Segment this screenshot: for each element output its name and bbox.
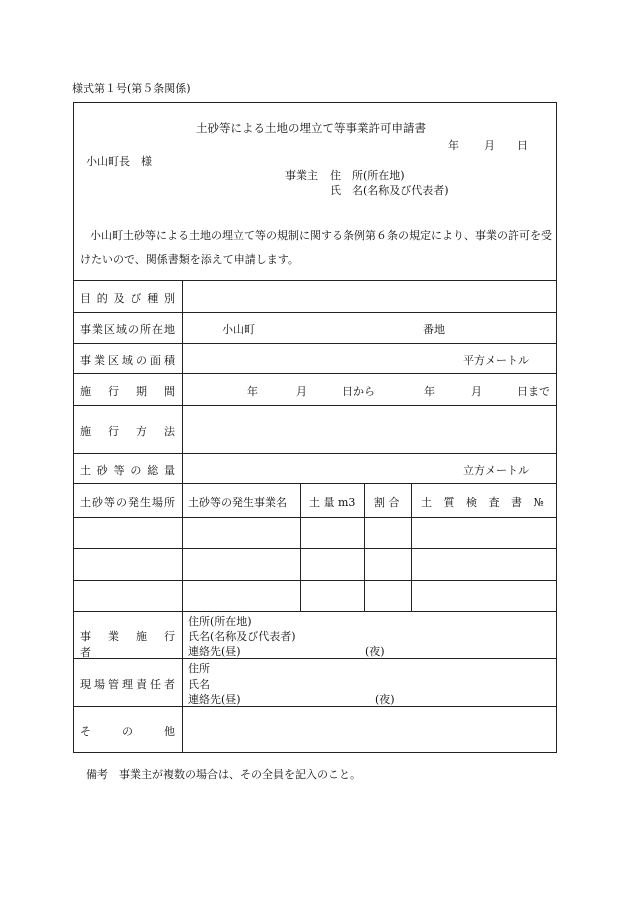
source-column-divider [364, 483, 365, 611]
area-unit: 平方メートル [463, 354, 529, 367]
source-column-divider [411, 483, 412, 611]
date-day: 日 [517, 139, 528, 152]
applicant-role: 事業主 [285, 169, 318, 182]
total-volume-unit: 立方メートル [463, 464, 529, 477]
row-divider [73, 343, 557, 344]
row-divider [73, 580, 557, 581]
operator-label: 事 業 施 行 者 [80, 630, 186, 659]
method-label: 施 行 方 法 [80, 425, 175, 438]
soil-inspection-header: 土 質 検 査 書 № [421, 496, 545, 509]
application-statement: 小山町土砂等による土地の埋立て等の規制に関する条例第６条の規定により、事業の許可を受けたいので、関係書類を添えて申請します。 [80, 229, 552, 266]
operator-name-label: 氏名(名称及び代表者) [188, 630, 296, 643]
row-divider [73, 483, 557, 484]
period-end-month: 月 [471, 385, 482, 398]
row-divider [73, 517, 557, 518]
applicant-address-label: 住 所(所在地) [330, 169, 405, 182]
manager-name-label: 氏名 [188, 678, 210, 691]
row-divider [73, 453, 557, 454]
manager-contact-night-label: (夜) [375, 693, 395, 706]
period-start-year: 年 [247, 385, 258, 398]
label-column-divider [182, 280, 183, 753]
operator-contact-night-label: (夜) [365, 645, 385, 658]
location-label: 事業区域の所在地 [80, 323, 175, 336]
soil-amount-header: 土 量 m3 [309, 496, 356, 509]
operator-address-label: 住所(所在地) [188, 615, 252, 628]
total-volume-label: 土砂等の総量 [80, 464, 175, 477]
period-end-year: 年 [424, 385, 435, 398]
date-month: 月 [484, 139, 495, 152]
source-place-header: 土砂等の発生場所 [80, 496, 175, 509]
site-manager-label: 現場管理責任者 [80, 678, 175, 691]
row-divider [73, 373, 557, 374]
row-divider [73, 280, 557, 281]
remarks-note: 備考 事業主が複数の場合は、その全員を記入のこと。 [86, 768, 361, 781]
location-lot: 番地 [423, 323, 445, 336]
source-project-header: 土砂等の発生事業名 [188, 496, 287, 509]
row-divider [73, 312, 557, 313]
period-start-month: 月 [296, 385, 307, 398]
area-label: 事業区域の面積 [80, 354, 175, 367]
ratio-header: 割 合 [374, 496, 400, 509]
manager-contact-day-label: 連絡先(昼) [188, 693, 241, 706]
period-end-day: 日まで [517, 385, 550, 398]
source-column-divider [300, 483, 301, 611]
date-year: 年 [448, 139, 459, 152]
row-divider [73, 706, 557, 707]
row-divider [73, 405, 557, 406]
manager-address-label: 住所 [188, 662, 210, 675]
applicant-name-label: 氏 名(名称及び代表者) [330, 184, 449, 197]
form-number-label: 様式第１号(第５条関係) [72, 82, 191, 95]
period-start-day: 日から [342, 385, 375, 398]
operator-contact-day-label: 連絡先(昼) [188, 645, 241, 658]
purpose-label: 目的及び種別 [80, 292, 175, 305]
row-divider [73, 548, 557, 549]
addressee: 小山町長 様 [86, 155, 152, 168]
period-label: 施 行 期 間 [80, 385, 175, 398]
location-town: 小山町 [222, 323, 255, 336]
other-label: そ の 他 [80, 725, 175, 738]
row-divider [73, 611, 557, 612]
form-title: 土砂等による土地の埋立て等事業許可申請書 [196, 121, 426, 135]
